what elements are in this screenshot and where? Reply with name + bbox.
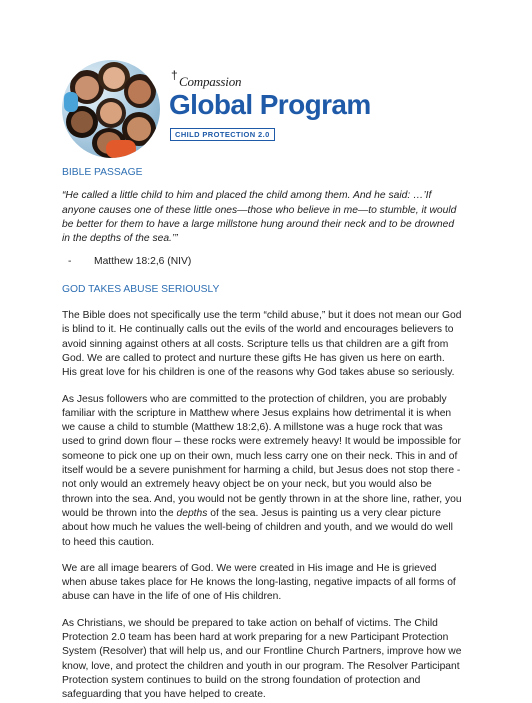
reference-text: Matthew 18:2,6 (NIV) (94, 256, 192, 268)
program-logo (169, 68, 469, 144)
paragraph-2-emphasis: depths (176, 507, 208, 519)
compassion-figure-icon: † (171, 68, 178, 82)
paragraph-2-part-b: of the sea. Jesus is painting us a very clear picture about how much he values the well-being of children and youth, and we would do well to heed this caution. (62, 507, 453, 548)
scripture-quote: “He called a little child to him and placed the child among them. And he said: …’If anyone causes one of these little ones—those who believe in me—to stumble, it would be better for them to have a large millstone hung around their neck and to be drowned in the depths of the sea.’” (62, 190, 457, 245)
list-dash: - (68, 256, 72, 268)
paragraph-1: The Bible does not specifically use the term “child abuse,” but it does not mean our God is blind to it. He continually calls out the evils of the world and encourages believers to avoid sinning against others at all costs. Scripture tells us that children are a gift from God. We are called to protect and nurture these gifts He has given us here on earth. His great love for his children is one of the reasons why God takes abuse so seriously. (62, 310, 462, 379)
document-body (62, 166, 462, 703)
paragraph-2-part-a: As Jesus followers who are committed to the protection of children, you are probably familiar with the scripture in Matthew where Jesus explains how detrimental it is when we cause a child to stumble (Matthew 18:2,6). A millstone was a huge rock that was used to grind down flour – these rocks were extremely heavy! It would be impossible for someone to pick one up on their own, much less carry one on their neck. This in and of itself would be a severe punishment for harming a child, but Jesus does not stop there - not only would an extremely heavy object be on your neck, but you would also be thrown into the sea. And, you would not be gently thrown in at the shore line, rather, you would be thrown into the (62, 393, 462, 519)
children-photo (62, 60, 160, 158)
program-title: Global Program (169, 89, 371, 120)
program-badge: CHILD PROTECTION 2.0 (170, 128, 275, 141)
header (62, 60, 482, 160)
section-heading-bible-passage: BIBLE PASSAGE (62, 167, 143, 178)
brand-name: Compassion (179, 74, 242, 89)
paragraph-3: We are all image bearers of God. We were created in His image and He is grieved when abuse takes place for He knows the long-lasting, negative impacts of all forms of abuse can have in the life of one of His children. (62, 562, 456, 603)
section-heading-abuse: GOD TAKES ABUSE SERIOUSLY (62, 283, 220, 295)
scripture-reference (62, 255, 462, 269)
paragraph-2 (62, 393, 462, 550)
paragraph-4: As Christians, we should be prepared to take action on behalf of victims. The Child Protection 2.0 team has been hard at work preparing for a new Participant Protection System (Resolver) that will help us, and our Frontline Church Partners, improve how we know, love, and protect the children and youth in our program. The Resolver Participant Protection system continues to build on the strong foundation of protection and safeguarding that you have helped to create. (62, 617, 462, 701)
